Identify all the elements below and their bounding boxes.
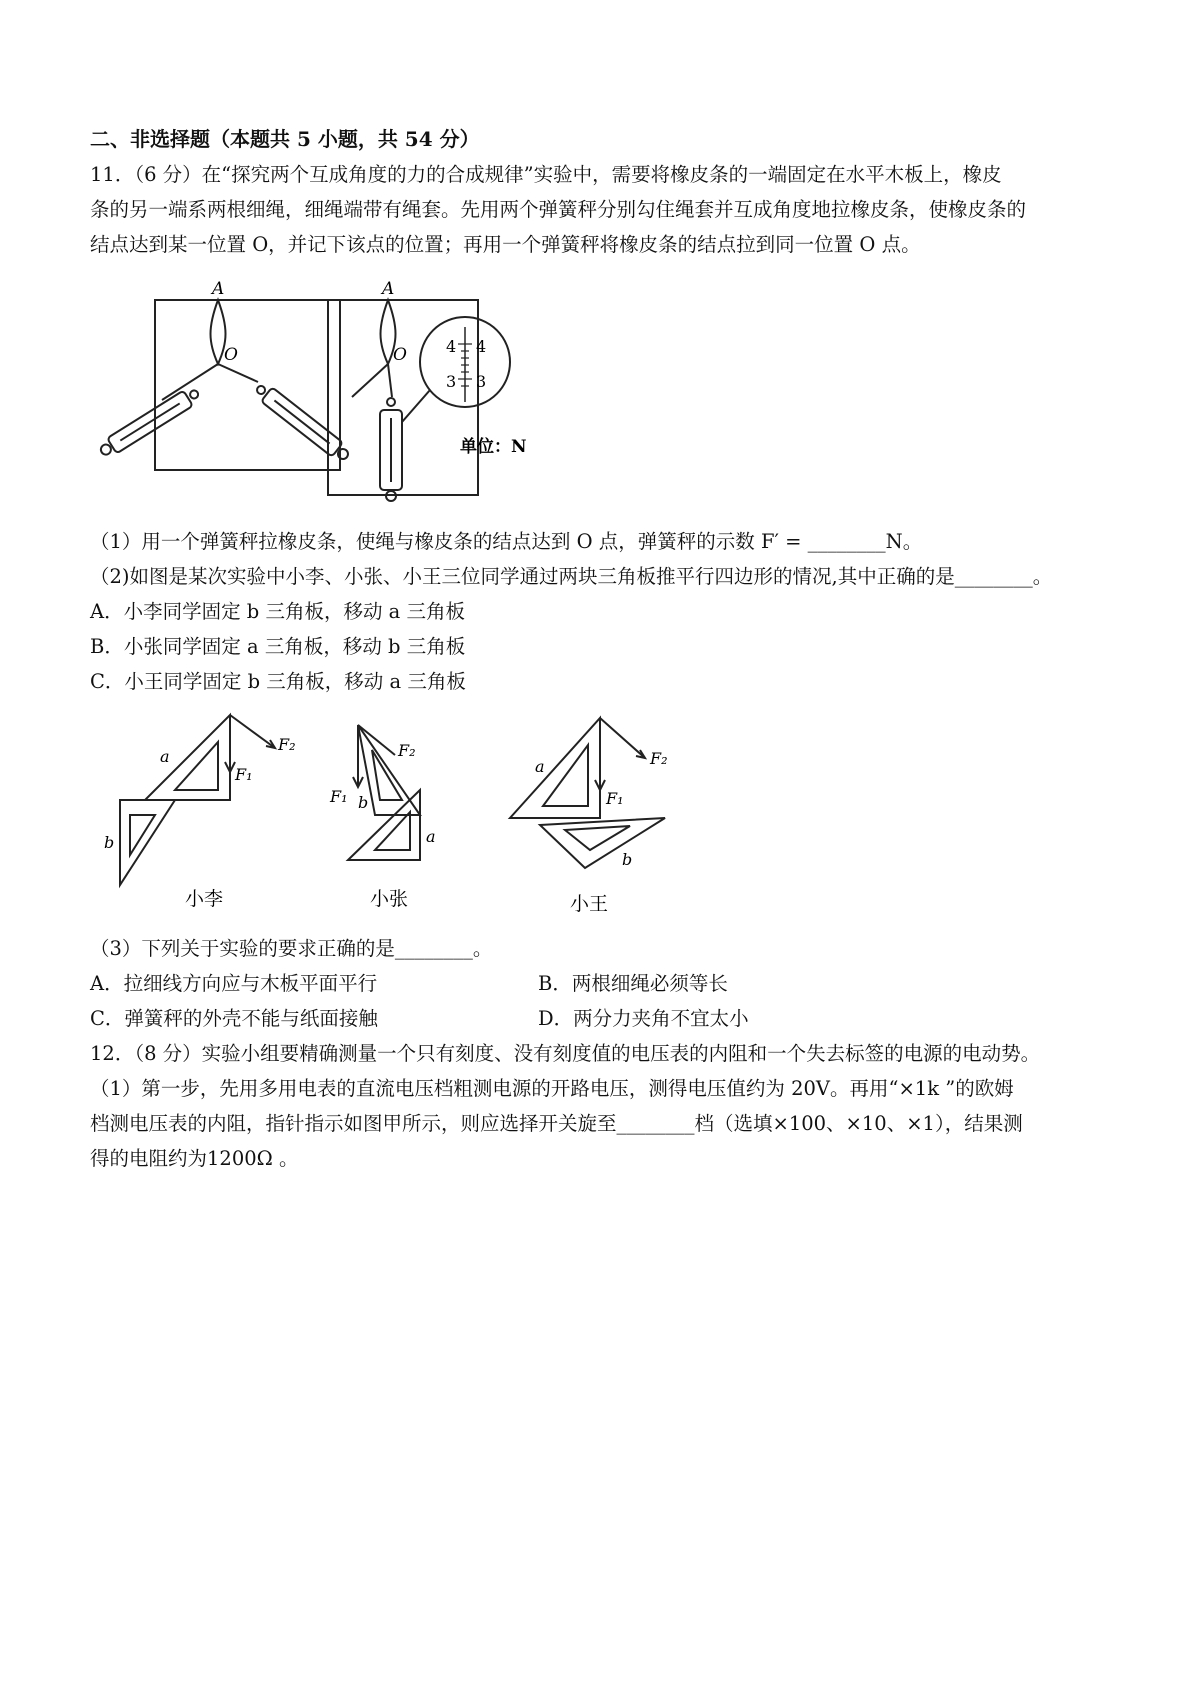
xiaoli-triangle-b: [120, 800, 175, 885]
q11-part-1: （1）用一个弹簧秤拉橡皮条，使绳与橡皮条的结点达到 O 点，弹簧秤的示数 F′ = ________N。: [90, 530, 923, 553]
figure-spring-balance-svg: [90, 272, 555, 512]
right-string-1: [352, 364, 388, 397]
q11-part-3-option-b: B．两根细绳必须等长: [538, 972, 728, 995]
scale-3-right: 3: [476, 372, 487, 391]
q12-line-4: 得的电阻约为1200Ω 。: [90, 1147, 299, 1170]
label-o-right: O: [393, 345, 407, 365]
unit-label: 单位：N: [460, 437, 527, 457]
panel-xiaowang: [510, 718, 665, 868]
q11-part-2-option-a: A．小李同学固定 b 三角板，移动 a 三角板: [90, 600, 465, 623]
right-balance: [380, 398, 402, 501]
xiaoli-label-b: b: [104, 833, 115, 852]
q12-line-1: 12．（8 分）实验小组要精确测量一个只有刻度、没有刻度值的电压表的内阻和一个失去标签的电源的电动势。: [90, 1042, 1041, 1065]
q11-line-3: 结点达到某一位置 O，并记下该点的位置；再用一个弹簧秤将橡皮条的结点拉到同一位置 O 点。: [90, 233, 921, 256]
q12-line-2: （1）第一步，先用多用电表的直流电压档粗测电源的开路电压，测得电压值约为 20V。再用“×1k ”的欧姆: [90, 1077, 1014, 1100]
xiaozhang-label-f1: F₁: [330, 787, 348, 806]
label-o-left: O: [224, 345, 238, 365]
magnifier-pointer: [402, 390, 430, 422]
caption-xiaoli: 小李: [185, 888, 224, 910]
caption-xiaozhang: 小张: [370, 888, 409, 910]
xiaowang-triangle-a: [510, 718, 600, 818]
scale-4-left: 4: [446, 337, 457, 356]
caption-xiaowang: 小王: [570, 893, 609, 915]
right-string-2: [388, 364, 392, 397]
left-balance-2: [252, 380, 352, 464]
q12-line-3: 档测电压表的内阻，指针指示如图甲所示，则应选择开关旋至________档（选填×100、×10、×1），结果测: [90, 1112, 1023, 1135]
left-board: [155, 300, 340, 470]
xiaozhang-label-a: a: [426, 827, 436, 846]
panel-xiaoli: [120, 715, 275, 885]
q11-part-2-option-c: C．小王同学固定 b 三角板，移动 a 三角板: [90, 670, 466, 693]
xiaowang-label-f2: F₂: [650, 749, 668, 768]
figure-spring-balance: [90, 272, 555, 512]
xiaozhang-label-f2: F₂: [398, 741, 416, 760]
xiaowang-label-b: b: [622, 850, 633, 869]
xiaoli-label-f2: F₂: [278, 735, 296, 754]
label-a-right: A: [382, 279, 395, 299]
scale-3-left: 3: [446, 372, 457, 391]
xiaoli-f2-arrow: [230, 715, 275, 748]
q11-part-2: （2)如图是某次实验中小李、小张、小王三位同学通过两块三角板推平行四边形的情况,其中正确的是________。: [90, 565, 1053, 588]
left-balance-1: [97, 385, 202, 460]
figure-triangle-rulers: [90, 700, 690, 930]
xiaowang-label-f1: F₁: [606, 789, 624, 808]
xiaoli-label-f1: F₁: [235, 765, 253, 784]
xiaowang-label-a: a: [535, 757, 545, 776]
label-a-left: A: [212, 279, 225, 299]
figure-triangle-rulers-svg: [90, 700, 690, 930]
q11-part-2-option-b: B．小张同学固定 a 三角板，移动 b 三角板: [90, 635, 466, 658]
q11-part-3-option-d: D．两分力夹角不宜太小: [538, 1007, 749, 1030]
xiaozhang-label-b: b: [358, 793, 369, 812]
xiaoli-label-a: a: [160, 747, 170, 766]
xiaowang-triangle-a-inner: [543, 745, 588, 806]
xiaowang-f2-arrow: [600, 718, 645, 758]
q11-part-3-option-a: A．拉细线方向应与木板平面平行: [90, 972, 378, 995]
left-string-2: [218, 364, 258, 382]
q11-line-2: 条的另一端系两根细绳，细绳端带有绳套。先用两个弹簧秤分别勾住绳套并互成角度地拉橡皮条，使橡皮条的: [90, 198, 1027, 221]
section-heading: 二、非选择题（本题共 5 小题，共 54 分）: [90, 127, 480, 151]
q11-part-3-option-c: C．弹簧秤的外壳不能与纸面接触: [90, 1007, 378, 1030]
scale-4-right: 4: [476, 337, 487, 356]
q11-part-3: （3）下列关于实验的要求正确的是________。: [90, 937, 493, 960]
q11-line-1: 11．（6 分）在“探究两个互成角度的力的合成规律”实验中，需要将橡皮条的一端固定在水平木板上，橡皮: [90, 163, 1002, 186]
